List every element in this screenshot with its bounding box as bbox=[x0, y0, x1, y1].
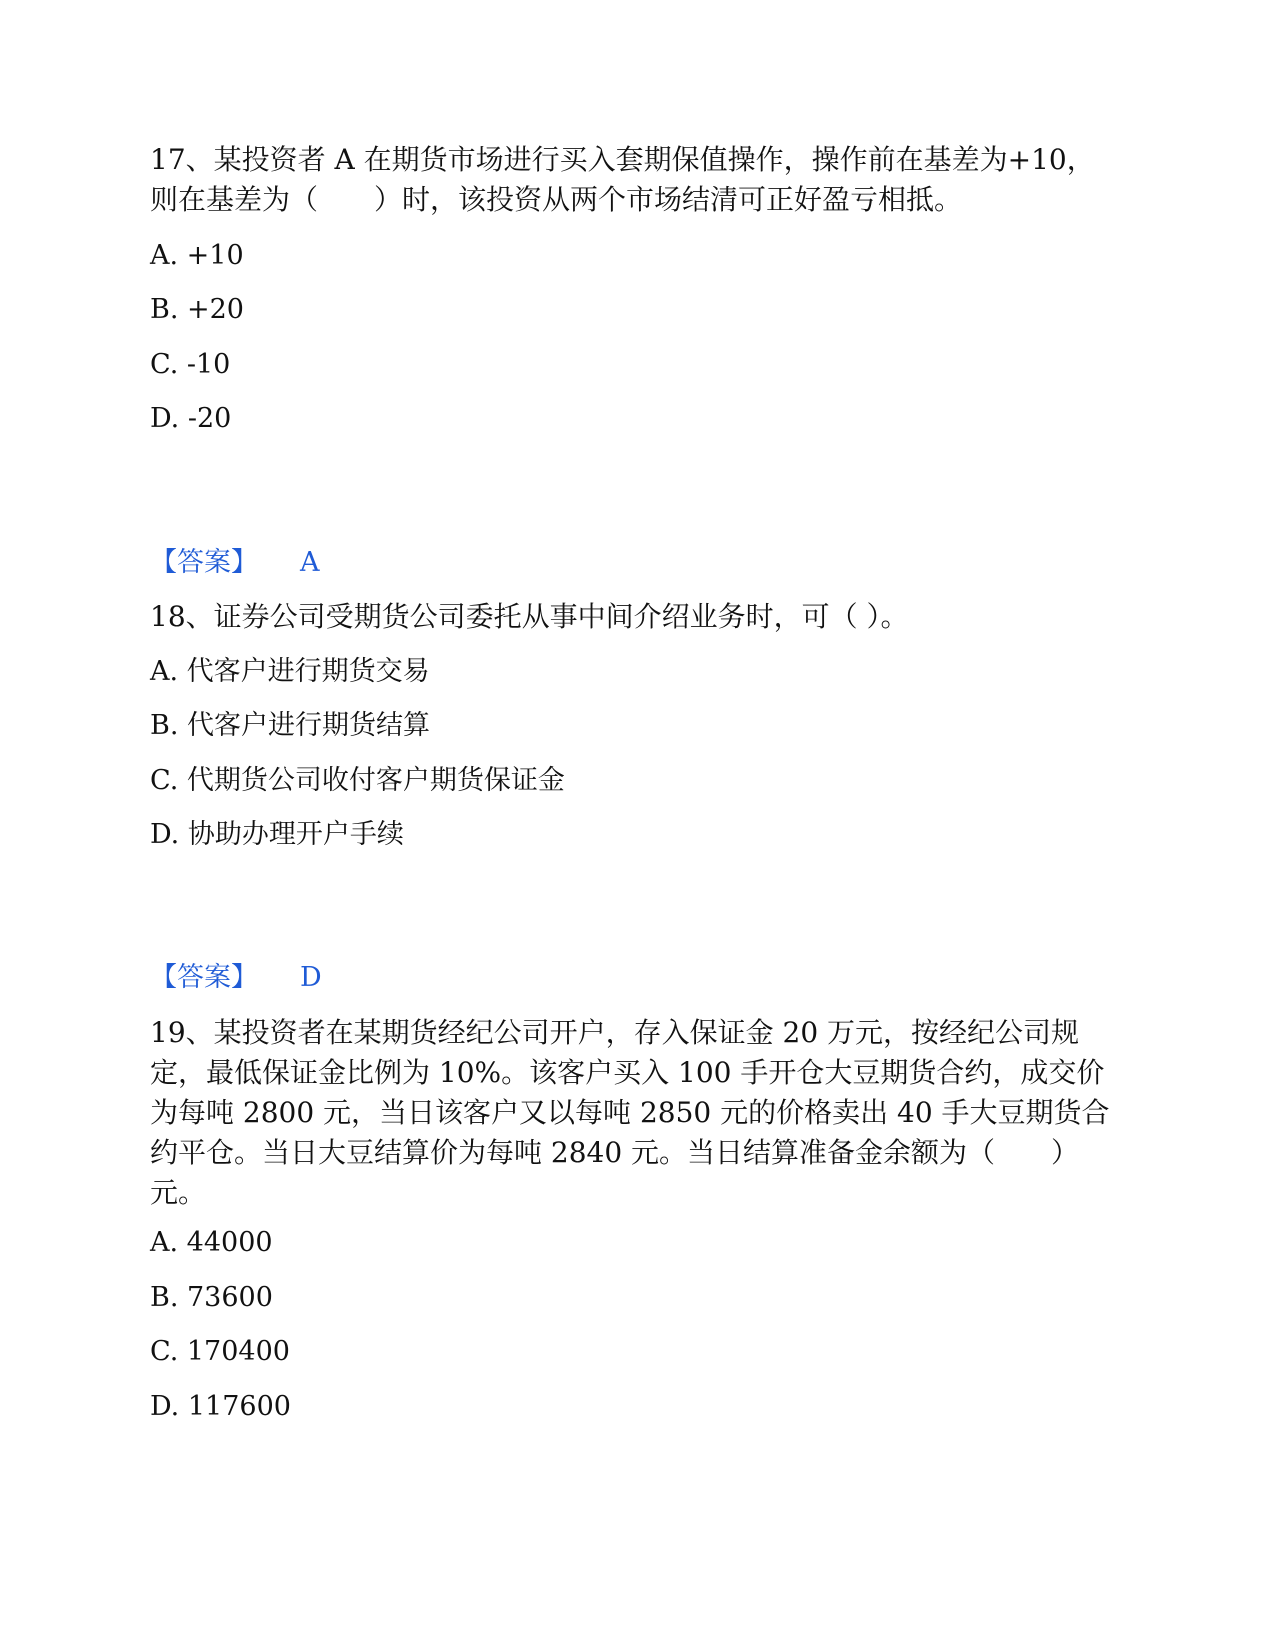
option-a: A. +10 bbox=[150, 240, 244, 271]
answer-line bbox=[150, 962, 322, 994]
option-d: D. -20 bbox=[150, 403, 232, 434]
option-c: C. -10 bbox=[150, 349, 231, 380]
option-d: D. 117600 bbox=[150, 1391, 291, 1422]
answer-value: D bbox=[300, 962, 322, 993]
question-stem: 18、证券公司受期货公司委托从事中间介绍业务时，可（ ）。 bbox=[150, 600, 909, 633]
answer-label: 【答案】 bbox=[150, 547, 258, 578]
answer-label: 【答案】 bbox=[150, 962, 258, 993]
option-b: B. 代客户进行期货结算 bbox=[150, 710, 431, 741]
question-stem: 19、某投资者在某期货经纪公司开户，存入保证金 20 万元，按经纪公司规定，最低保证金比例为 10%。该客户买入 100 手开仓大豆期货合约，成交价为每吨 2800 元，当日该客户又以每吨 2850 元的价格卖出 40 手大豆期货合约平仓。当日大豆结算价为每吨 2840 元。当日结算准备金余额为（ ）元。 bbox=[150, 1016, 1110, 1209]
question-19 bbox=[150, 1013, 1110, 1213]
question-17 bbox=[150, 140, 1110, 220]
answer-line bbox=[150, 547, 320, 579]
option-c: C. 170400 bbox=[150, 1336, 290, 1367]
option-c: C. 代期货公司收付客户期货保证金 bbox=[150, 765, 565, 796]
option-b: B. 73600 bbox=[150, 1282, 273, 1313]
answer-value: A bbox=[300, 547, 320, 578]
option-d: D. 协助办理开户手续 bbox=[150, 819, 404, 850]
option-a: A. 代客户进行期货交易 bbox=[150, 656, 430, 687]
question-stem: 17、某投资者 A 在期货市场进行买入套期保值操作，操作前在基差为+10，则在基差为（ ）时，该投资从两个市场结清可正好盈亏相抵。 bbox=[150, 143, 1095, 216]
option-b: B. +20 bbox=[150, 294, 244, 325]
option-a: A. 44000 bbox=[150, 1227, 273, 1258]
question-18 bbox=[150, 597, 1110, 637]
